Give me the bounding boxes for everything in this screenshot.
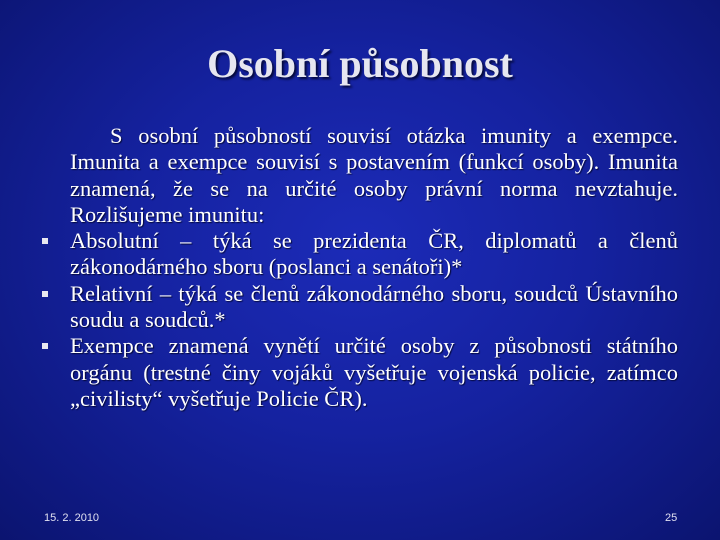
bullet-item [70,333,678,412]
page-number: 25 [665,512,678,524]
square-bullet-icon [42,238,48,244]
slide-title: Osobní působnost [207,41,513,86]
bullet-item [70,281,678,334]
bullet-text: Relativní – týká se členů zákonodárného sboru, soudců Ústavního soudu a soudců.* [70,280,678,333]
bullet-text: Exempce znamená vynětí určité osoby z působnosti státního orgánu (trestné činy vojáků vyšetřuje vojenská policie, zatímco „civilisty“ vyšetřuje Policie ČR). [70,333,678,411]
bullet-item [70,228,678,281]
square-bullet-icon [42,343,48,349]
slide-body [70,123,678,412]
square-bullet-icon [42,291,48,297]
bullet-text: Absolutní – týká se prezidenta ČR, diplomatů a členů zákonodárného sboru (poslanci a senátoři)* [70,228,678,280]
footer-date: 15. 2. 2010 [44,512,100,524]
intro-paragraph: S osobní působností souvisí otázka imunity a exempce. Imunita a exempce souvisí s postavením (funkcí osoby). Imunita znamená, že se na určité osoby právní norma nevztahuje. Rozlišujeme imunitu: [70,123,678,227]
